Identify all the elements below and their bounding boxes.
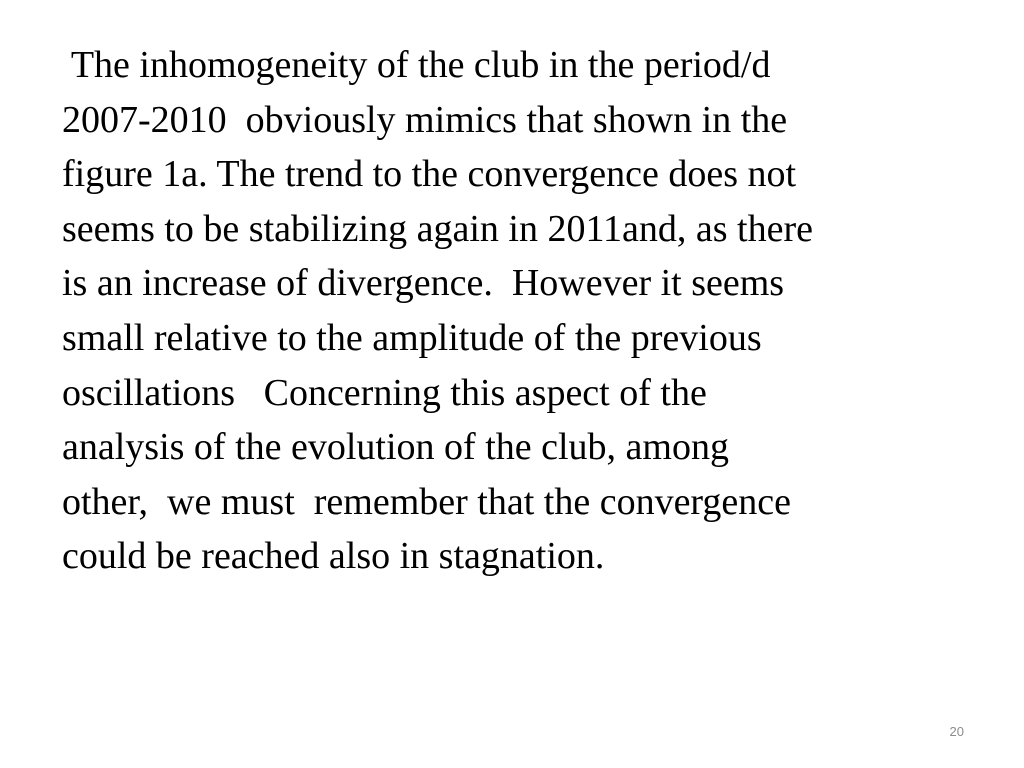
text-line: figure 1a. The trend to the convergence does not (62, 153, 797, 196)
text-line: analysis of the evolution of the club, among (62, 426, 729, 469)
text-line: 2007-2010 obviously mimics that shown in the (62, 98, 788, 141)
slide-body-text (62, 38, 982, 584)
page-number: 20 (949, 724, 964, 739)
text-line: oscillations Concerning this aspect of the (62, 371, 707, 414)
text-line: The inhomogeneity of the club in the period/d (62, 44, 771, 86)
text-line: other, we must remember that the convergence (62, 480, 791, 523)
text-line: is an increase of divergence. However it seems (62, 262, 785, 305)
text-line: small relative to the amplitude of the previous (62, 316, 762, 359)
text-line: seems to be stabilizing again in 2011and, as there (62, 207, 814, 250)
text-line: could be reached also in stagnation. (62, 535, 605, 578)
